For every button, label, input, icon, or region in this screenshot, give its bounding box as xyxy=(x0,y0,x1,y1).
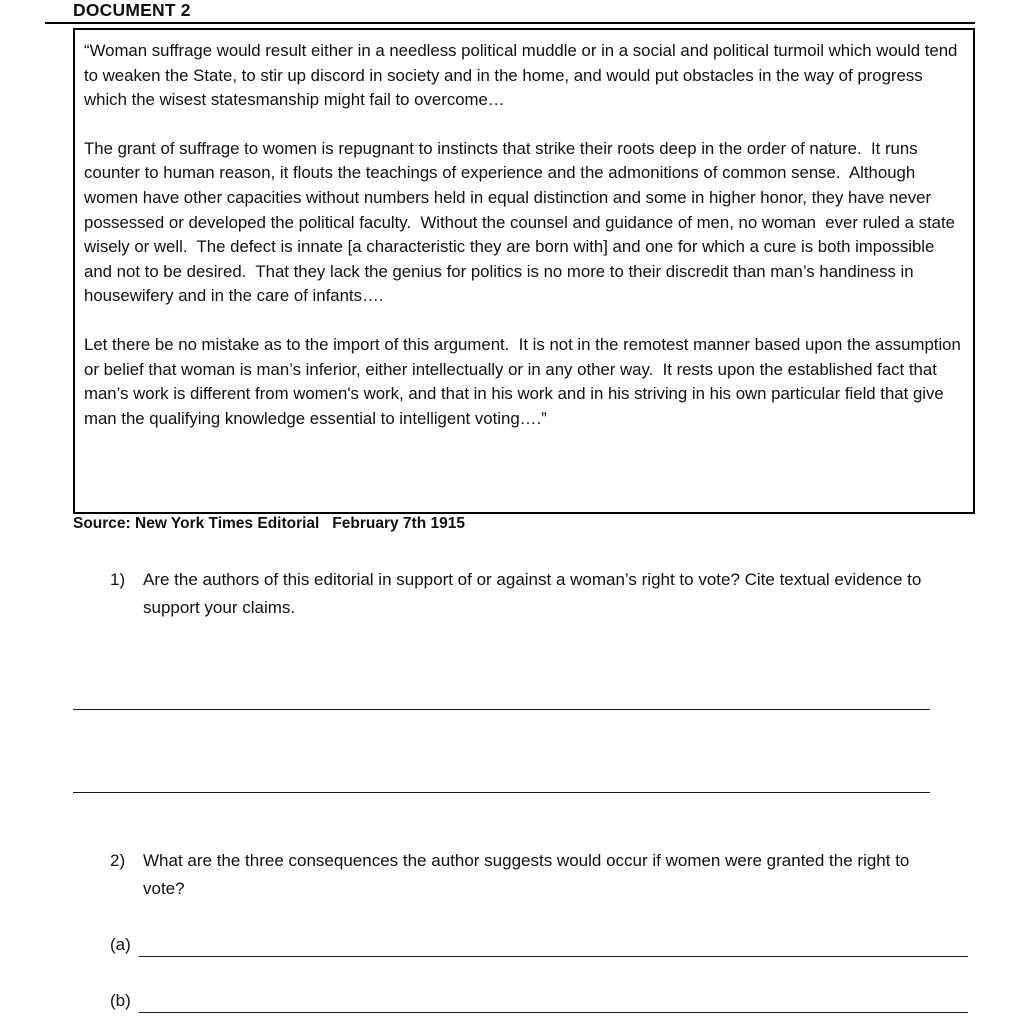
quote-paragraph-2: The grant of suffrage to women is repugnant to instincts that strike their roots deep in the order of nature. It runs counter to human reason, it flouts the teachings of experience and the admonitions of common sense. Although women have other capacities without numbers held in equal distinction and some in higher honor, they have never possessed or developed the political faculty. Without the counsel and guidance of men, no woman ever ruled a state wisely or well. The defect is innate [a characteristic they are born with] and one for which a cure is both impossible and not to be desired. That they lack the genius for politics is no more to their discredit than man’s handiness in housewifery and in the care of infants…. xyxy=(84,138,960,306)
question-2-number: 2) xyxy=(110,851,126,870)
answer-row-b xyxy=(110,989,968,1013)
quote-paragraph-1: “Woman suffrage would result either in a needless political muddle or in a social and political turmoil which would tend to weaken the State, to stir up discord in society and in the home, and would put obstacles in the way of progress which the wisest statesmanship might fail to overcome… xyxy=(84,41,963,110)
question-1-answer-line-1 xyxy=(73,709,930,710)
answer-label-a: (a) xyxy=(110,935,131,954)
document-heading: DOCUMENT 2 xyxy=(73,0,191,20)
heading-underline xyxy=(45,22,975,24)
question-2-text: What are the three consequences the author suggests would occur if women were granted the right to vote? xyxy=(143,851,910,898)
answer-row-a xyxy=(110,933,968,957)
editorial-quote-box xyxy=(73,28,975,514)
question-1 xyxy=(110,566,940,622)
question-1-number: 1) xyxy=(110,570,126,589)
question-1-answer-line-2 xyxy=(73,792,930,793)
answer-line-b xyxy=(139,991,968,1013)
question-2 xyxy=(110,847,940,903)
question-1-text: Are the authors of this editorial in support of or against a woman’s right to vote? Cite textual evidence to support your claims. xyxy=(143,570,922,617)
source-citation: Source: New York Times Editorial February 7th 1915 xyxy=(73,515,465,532)
quote-paragraph-3: Let there be no mistake as to the import of this argument. It is not in the remotest manner based upon the assumption or belief that woman is man’s inferior, either intellectually or in any other way. It rests upon the established fact that man’s work is different from women's work, and that in his work and in his striving in his own particular field that give man the qualifying knowledge essential to intelligent voting….” xyxy=(84,334,966,428)
answer-line-a xyxy=(139,935,968,957)
answer-label-b: (b) xyxy=(110,991,131,1010)
